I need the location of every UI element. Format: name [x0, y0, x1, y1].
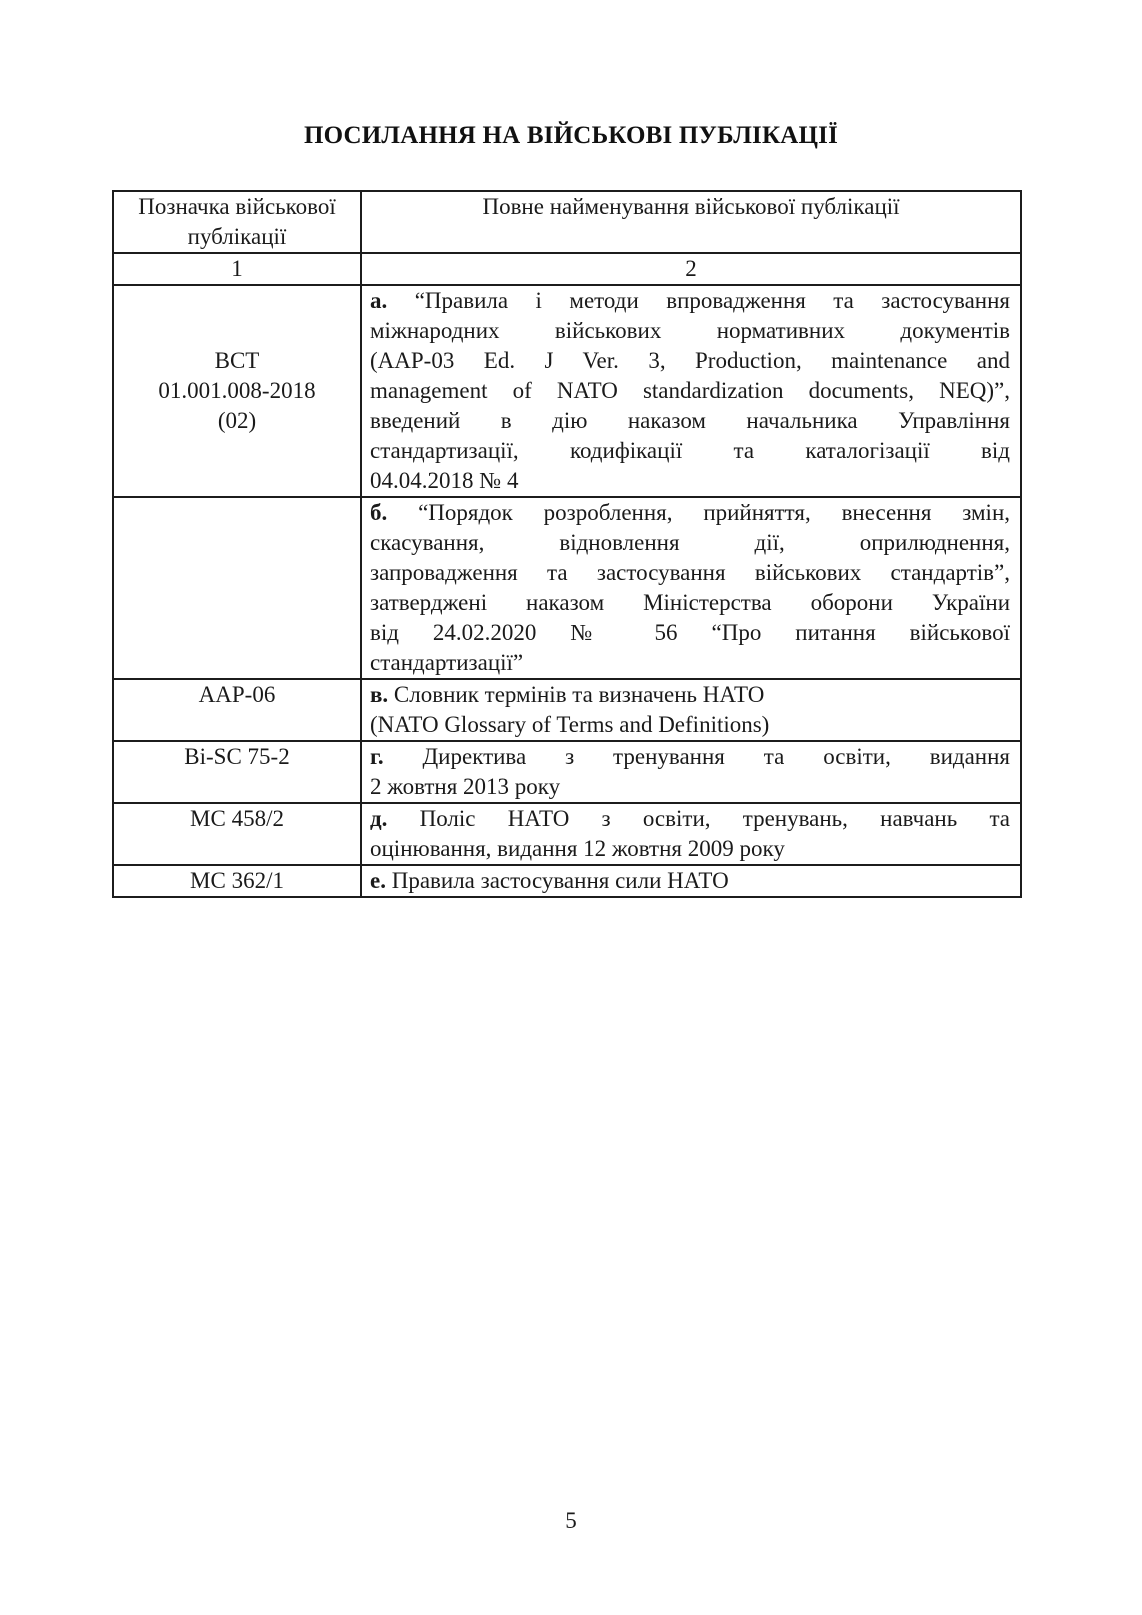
header-designation	[113, 191, 361, 253]
item-letter: а.	[370, 288, 388, 313]
description-line: 2 жовтня 2013 року	[370, 774, 561, 799]
description-line: (AAP-03 Ed. J Ver. 3, Production, maintenance and	[370, 348, 1010, 373]
code-line: 01.001.008-2018	[158, 378, 316, 403]
page-number: 5	[565, 1508, 577, 1533]
table-row	[113, 497, 1021, 679]
description-line: міжнародних військових нормативних документів	[370, 318, 1010, 343]
description-text: “Порядок розроблення, прийняття, внесення змін,	[387, 500, 1010, 525]
publications-table	[112, 190, 1022, 898]
publication-description	[361, 497, 1021, 679]
description-text: Словник термінів та визначень НАТО	[388, 682, 765, 707]
publication-description	[361, 803, 1021, 865]
header-designation-line: Позначка військової	[138, 194, 336, 219]
description-line	[370, 742, 1010, 772]
description-line: (NATO Glossary of Terms and Definitions)	[370, 712, 770, 737]
item-letter: в.	[370, 682, 389, 707]
description-line: оцінювання, видання 12 жовтня 2009 року	[370, 836, 785, 861]
description-line: від 24.02.2020 № 56 “Про питання військової	[370, 620, 1010, 645]
description-line: стандартизації, кодифікації та каталогізації від	[370, 438, 1010, 463]
description-line: введений в дію наказом начальника Управління	[370, 408, 1010, 433]
table-row	[113, 679, 1021, 741]
description-text: Директива з тренування та освіти, видання	[383, 744, 1010, 769]
description-line: запровадження та застосування військових стандартів”,	[370, 560, 1010, 585]
code-line: (02)	[217, 408, 257, 433]
publication-code: Bi-SC 75-2	[113, 741, 361, 803]
table-row	[113, 285, 1021, 497]
publication-description	[361, 285, 1021, 497]
description-line	[370, 680, 1010, 710]
description-line: 04.04.2018 № 4	[370, 468, 519, 493]
column-number-row	[113, 253, 1021, 285]
description-line	[370, 498, 1010, 528]
description-line: затверджені наказом Міністерства оборони України	[370, 590, 1010, 615]
publication-code: MC 458/2	[113, 803, 361, 865]
item-letter: е.	[370, 868, 386, 893]
item-letter: д.	[370, 806, 388, 831]
publication-description	[361, 865, 1021, 897]
description-line: скасування, відновлення дії, оприлюднення,	[370, 530, 1010, 555]
description-text: “Правила і методи впровадження та застосування	[387, 288, 1010, 313]
table-row	[113, 741, 1021, 803]
publication-code: AAP-06	[113, 679, 361, 741]
column-number-1: 1	[113, 253, 361, 285]
column-number-2: 2	[361, 253, 1021, 285]
description-text: Правила застосування сили НАТО	[385, 868, 729, 893]
table-row	[113, 865, 1021, 897]
item-letter: б.	[370, 500, 388, 525]
description-line: management of NATO standardization documents, NEQ)”,	[370, 378, 1010, 403]
description-line	[370, 286, 1010, 316]
header-full-name: Повне найменування військової публікації	[361, 191, 1021, 253]
publication-code	[113, 497, 361, 679]
page-title: ПОСИЛАННЯ НА ВІЙСЬКОВІ ПУБЛІКАЦІЇ	[303, 122, 839, 149]
table-header-row	[113, 191, 1021, 253]
code-line: ВСТ	[214, 348, 260, 373]
item-letter: г.	[370, 744, 384, 769]
header-designation-line: публікації	[187, 224, 287, 249]
publication-description	[361, 741, 1021, 803]
description-text: Поліс НАТО з освіти, тренувань, навчань та	[387, 806, 1010, 831]
description-line	[370, 804, 1010, 834]
publication-code: MC 362/1	[113, 865, 361, 897]
publication-description	[361, 679, 1021, 741]
table-row	[113, 803, 1021, 865]
description-line	[370, 866, 1010, 896]
description-line: стандартизації”	[370, 650, 524, 675]
publication-code	[113, 285, 361, 497]
